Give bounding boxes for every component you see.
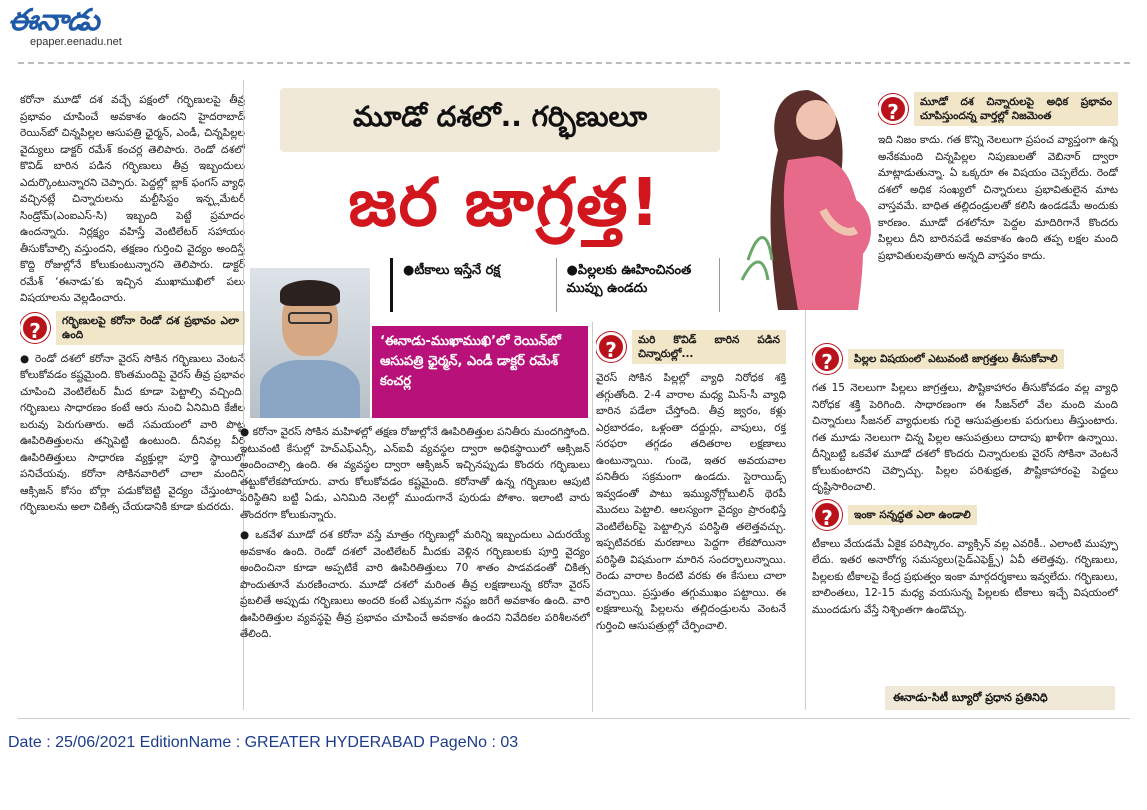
answer-paragraph: టీకాలు వేయడమే ఏకైక పరిష్కారం. వ్యాక్సిన్ వల్ల ఎవరికీ.. ఎలాంటి ముప్పూ లేదు. ఇతర అనారోగ్య సమస్యలు(సైడ్ఎఫెక్ట్స్) ఏవీ తలెత్తవు. గర్భిణులు, పిల్లలకు టీకాలపై కేంద్ర ప్రభుత్వం ఇంకా మార్గదర్శకాలు ఇవ్వలేదు. గర్భిణులు, బాలింతలు, 12-15 మధ్య వయసున్న పిల్లలకు టీకాలు ఇచ్చే విషయంలో ముందడుగు వేస్తే నిశ్చింతగా ఉండొచ్చు. <box>812 537 1118 616</box>
headline-kicker: మూడో దశలో.. గర్భిణులూ <box>280 88 720 152</box>
paragraph: ● కరోనా వైరస్ సోకిన మహిళల్లో తక్షణ రోజుల్లోనే ఊపిరితిత్తుల పనితీరు మందగిస్తోంది. ఇటువంటి కేసుల్లో హెచ్ఎఫ్ఎన్సీ, ఎన్ఐవీ వ్యవస్థల ద్వారా అధికస్థాయిలో ఆక్సిజన్ అందించాల్సి ఉంది. ఈ వ్యవస్థల ద్వారా ఆక్సిజన్ ఇచ్చినప్పుడు కొందరు గర్భిణులు తట్టుకోలేకపోయారు. వారు కోలుకోవడం కష్టమైంది. కరోనాతో ఉన్న గర్భిణుల ఆపుటి పరిస్థితిని బట్టి ఏడు, ఎనిమిది నెలల్లో ముందుగానే పురుడు పోశాం. ఇలాంటి వారు తొందరగా కోలుకున్నారు. <box>240 426 590 521</box>
question-mark-icon: ? <box>878 94 908 124</box>
question-box-4 <box>812 344 1118 374</box>
question-text: ఇంకా సన్నద్ధత ఎలా ఉండాలి <box>848 505 977 525</box>
photo-glasses <box>288 312 332 324</box>
answer-paragraph: వైరస్ సోకిన పిల్లల్లో వ్యాధి నిరోధక శక్తి తగ్గుతోంది. 2-4 వారాల మధ్య మిస్-సీ వ్యాధి బారిన పడేలా చేస్తోంది. తీవ్ర జ్వరం, కళ్లు ఎర్రబారడం, ఒళ్లంతా దద్దుర్లు, వాపులు, రక్త సరఫరా తగ్గడం తదితరాల లక్షణాలు ఉంటున్నాయి. గుండె, ఇతర అవయవాల పనితీరు సక్రమంగా ఉండదు. స్టెరాయిడ్స్ ఇవ్వడంతో పాటు ఇమ్యునోగ్లోబులిన్ థెరపీ మొదలు పెట్టాలి. ఆలస్యంగా వైద్యం ప్రారంభిస్తే వెంటిలేటర్‌పై పెట్టాల్సిన పరిస్థితి తలెత్తవచ్చు. ఇప్పటివరకు మరణాలు పెద్దగా లేకపోయినా పరిస్థితి విషమంగా మారిన సందర్భాలున్నాయి. రెండు వారాల కిందటి వరకు ఈ కేసులు చాలా వచ్చాయి. ప్రస్తుతం తగ్గుముఖం పట్టాయి. ఈ లక్షణాలున్న పిల్లలను తల్లిదండ్రులను వెంటనే గుర్తించి ఆసుపత్రుల్లో చేర్పించాలి. <box>596 372 786 632</box>
question-box-5 <box>812 500 1118 530</box>
answer-paragraph: ఇది నిజం కాదు. గత కొన్ని నెలలుగా ప్రపంచ వ్యాప్తంగా ఉన్న అనేకమంది చిన్నపిల్లల నిపుణులతో వెబినార్ ద్వారా మాట్లాడుతున్నా. ఏ ఒక్కరూ ఈ విషయం చెప్పలేదు. రెండో దశలో అధిక సంఖ్యలో చిన్నారులు ప్రభావితులైన మాట వాస్తవమే. బాధిత తల్లిదండ్రులతో కలిసి ఉండడమే అందుకు కారణం. మూడో దశలోనూ పెద్దల మాదిరిగానే కొందరు పిల్లలు దీని బారినపడే అవకాశం ఉంది తప్ప లక్షల మంది ప్రభావితులవుతారు అన్నది వాస్తవం కాదు. <box>878 134 1118 262</box>
question-mark-icon: ? <box>596 332 626 362</box>
column-divider <box>805 300 806 710</box>
byline: ఈనాడు-సిటీ బ్యూరో ప్రధాన ప్రతినిధి <box>885 686 1115 710</box>
headline-main: జర జాగ్రత్త! <box>348 164 662 241</box>
bullet-item: ●పిల్లలకు ఊహించినంత ముప్పు ఉండదు <box>557 258 721 312</box>
intro-paragraph: కరోనా మూడో దశ వచ్చే పక్షంలో గర్భిణులపై తీవ్ర ప్రభావం చూపించే అవకాశం ఉందని హైదరాబాద్ రెయిన్‌బో చిన్నపిల్లల ఆసుపత్రి ఛైర్మన్, ఎండీ, చిన్నపిల్లల వైద్యులు డాక్టర్ రమేశ్ కంచర్ల తెలిపారు. రెండో దశలో కొవిడ్ బారిన పడిన గర్భిణులు తీవ్ర ఇబ్బందులు ఎదుర్కొంటున్నారని చెప్పారు. పెద్దల్లో బ్లాక్ ఫంగస్ వ్యాధి వచ్చినట్లే చిన్నారులను మల్టీసిస్టం ఇన్ఫ్లమేటరీ సిండ్రోమ్(ఎంఐఎస్-సి) ఇబ్బంది పెట్టే ప్రమాదం ఉందన్నారు. నిర్లక్ష్యం వహిస్తే వెంటిలేటర్ సహాయం తీసుకోవాల్సి వస్తుందని, తక్షణం గుర్తించి వైద్యం అందిస్తే కొద్ది రోజుల్లోనే కోలుకుంటున్నారని తెలిపారు. డాక్టర్ రమేశ్ ‘ఈనాడు’కు ఇచ్చిన ముఖాముఖిలో పలు విషయాలను వెల్లడించారు. <box>20 94 245 304</box>
logo-site-url: epaper.eenadu.net <box>30 36 122 48</box>
top-divider <box>18 62 1130 64</box>
question-text: మరి కొవిడ్ బారిన పడిన చిన్నారుల్లో... <box>632 330 786 364</box>
photo-body <box>260 360 360 418</box>
question-mark-icon: ? <box>812 500 842 530</box>
question-box-3 <box>878 92 1118 126</box>
column-4b <box>812 340 1118 680</box>
question-text: మూడో దశ చిన్నారులపై అధిక ప్రభావం చూపిస్తుందన్న వార్తల్లో నిజమెంత <box>914 92 1118 126</box>
column-divider <box>592 322 593 712</box>
question-mark-icon: ? <box>812 344 842 374</box>
photo-hair <box>280 280 340 306</box>
answer-paragraph: గత 15 నెలలుగా పిల్లలు జాగ్రత్తలు, పౌష్టికాహారం తీసుకోవడం వల్ల వ్యాధి నిరోధక శక్తి పెరిగింది. సాధారణంగా ఈ సీజన్‌లో వేల మంది మంది చిన్నారులు సీజనల్ వ్యాధులకు గురై ఆసుపత్రులకు పరుగులు తీస్తుంటారు. గత మూడు నెలలుగా చిన్న పిల్లల ఆసుపత్రులు దాదాపు ఖాళీగా ఉన్నాయి. దీన్నిబట్టి ఒకవేళ మూడో దశలో కొందరు చిన్నారులకు వైరస్ సోకినా వెంటనే కోలుకుంటారని చెప్పొచ్చు. పిల్లల పరిశుభ్రత, పౌష్టికాహారంపై పెద్దలు దృష్టిసారించాలి. <box>812 382 1118 493</box>
question-text: గర్భిణులపై కరోనా రెండో దశ ప్రభావం ఎలా ఉంది <box>56 311 245 345</box>
headline-bullets <box>390 258 720 312</box>
question-mark-icon: ? <box>20 313 50 343</box>
question-text: పిల్లల విషయంలో ఎటువంటి జాగ్రత్తలు తీసుకోవాలి <box>848 349 1064 369</box>
doctor-photo <box>250 268 370 418</box>
footer-divider <box>18 718 1130 719</box>
logo-wordmark: ఈనాడు <box>8 3 99 38</box>
question-box-2 <box>596 330 786 364</box>
interview-caption: ‘ఈనాడు-ముఖాముఖి’లో రెయిన్‌బో ఆసుపత్రి ఛైర్మన్, ఎండీ డాక్టర్ రమేశ్ కంచర్ల <box>372 326 588 418</box>
bullet-item: ●టీకాలు ఇస్తేనే రక్ష <box>393 258 557 312</box>
column-2 <box>240 424 590 712</box>
question-box-1 <box>20 311 245 345</box>
column-1 <box>20 92 245 708</box>
eenadu-logo[interactable] <box>8 4 148 54</box>
pregnant-woman-illustration <box>738 80 878 310</box>
answer-paragraph: ● రెండో దశలో కరోనా వైరస్ సోకిన గర్భిణులు వెంటనే కోలుకోవడం కష్టమైంది. కొంతమందిపై వైరస్ తీవ్ర ప్రభావం చూపించి వెంటిలేటర్ మీద కూడా పెట్టాల్సి వచ్చింది. గర్భిణులు సాధారణం కంటే ఆరు నుంచి ఏనిమిది కేజీల బరువు పెరుగుతారు. అదే సమయంలో వారి పొట్ట ఊపిరితిత్తులను తన్నిపెట్టి ఉంటుంది. దీనివల్ల వీరి ఊపిరితిత్తులు సాధారణ వ్యక్తుల్లా పూర్తి స్థాయిలో పనిచేయవు. కరోనా సోకినవారిలో చాలా మందిని ఆక్సిజన్ కోసం బోర్లా పడుకోబెట్టి వైద్యం చేస్తుంటాం. గర్భిణులను అలా చికిత్స చేయడానికి కూడా కుదరదు. <box>20 352 245 513</box>
paragraph: ● ఒకవేళ మూడో దశ కరోనా వస్తే మాత్రం గర్భిణుల్లో మరిన్ని ఇబ్బందులు ఎదురయ్యే అవకాశం ఉంది. రెండో దశలో వెంటిలేటర్ మీదకు వెళ్లిన గర్భిణులకు పూర్తి వైద్యం అందించినా కూడా అప్పటికే వారి ఊపిరితిత్తులు 70 శాతం పాడవడంతో చికిత్స పొందుతూనే మరణించారు. మూడో దశలో మరింత తీవ్ర లక్షణాలున్న కరోనా వైరస్ ప్రబలితే అప్పుడు గర్భిణులు అందరి కంటే ఎక్కువగా నష్టం జరిగే అవకాశం ఉంది. వారి ఊపిరితిత్తుల వ్యవస్థపై తీవ్ర ప్రభావం చూపించే అవకాశం ఉందని నివేదికల పరిశీలనలో తేలింది. <box>240 529 590 640</box>
edition-footer: Date : 25/06/2021 EditionName : GREATER HYDERABAD PageNo : 03 <box>8 734 519 751</box>
column-3 <box>596 326 786 712</box>
